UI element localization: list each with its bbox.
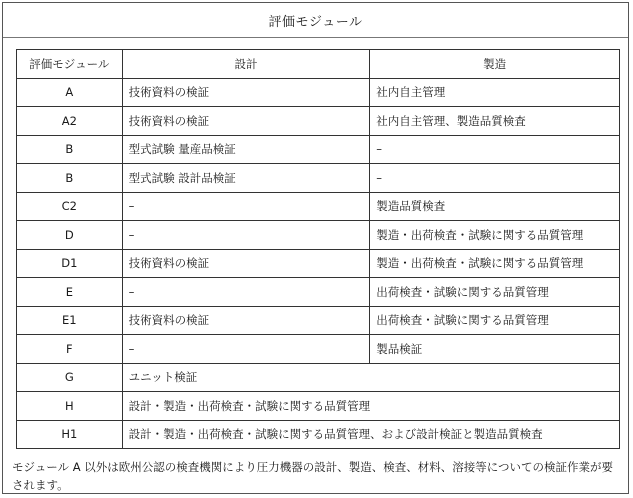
merged-cell: ユニット検証: [122, 363, 619, 392]
table-row-merged: [17, 420, 620, 449]
module-cell: H: [17, 392, 123, 421]
merged-cell: 設計・製造・出荷検査・試験に関する品質管理、および設計検証と製造品質検査: [122, 420, 619, 449]
module-cell: G: [17, 363, 123, 392]
manufacturing-cell: 製造・出荷検査・試験に関する品質管理: [370, 249, 620, 278]
design-cell: 技術資料の検証: [122, 306, 370, 335]
table-row-merged: [17, 363, 620, 392]
header-manufacturing: 製造: [370, 50, 620, 79]
module-cell: A: [17, 78, 123, 107]
module-cell: E: [17, 278, 123, 307]
table-row: [17, 107, 620, 136]
design-cell: 技術資料の検証: [122, 107, 370, 136]
table-header-row: [17, 50, 620, 79]
design-cell: –: [122, 278, 370, 307]
manufacturing-cell: 出荷検査・試験に関する品質管理: [370, 306, 620, 335]
table-row: [17, 164, 620, 193]
page-title: 評価モジュール: [3, 3, 628, 38]
module-cell: C2: [17, 192, 123, 221]
module-cell: H1: [17, 420, 123, 449]
manufacturing-cell: –: [370, 135, 620, 164]
table-row: [17, 335, 620, 364]
manufacturing-cell: –: [370, 164, 620, 193]
table-row: [17, 192, 620, 221]
design-cell: 型式試験 設計品検証: [122, 164, 370, 193]
design-cell: 技術資料の検証: [122, 249, 370, 278]
manufacturing-cell: 製造品質検査: [370, 192, 620, 221]
module-cell: D: [17, 221, 123, 250]
manufacturing-cell: 製品検証: [370, 335, 620, 364]
header-design: 設計: [122, 50, 370, 79]
table-row: [17, 249, 620, 278]
design-cell: 型式試験 量産品検証: [122, 135, 370, 164]
design-cell: –: [122, 192, 370, 221]
table-row: [17, 135, 620, 164]
manufacturing-cell: 社内自主管理、製造品質検査: [370, 107, 620, 136]
module-table-frame: [2, 2, 629, 494]
table-row: [17, 78, 620, 107]
table-row: [17, 221, 620, 250]
table-row-merged: [17, 392, 620, 421]
module-cell: B: [17, 135, 123, 164]
header-module: 評価モジュール: [17, 50, 123, 79]
design-cell: 技術資料の検証: [122, 78, 370, 107]
table-row: [17, 306, 620, 335]
manufacturing-cell: 製造・出荷検査・試験に関する品質管理: [370, 221, 620, 250]
design-cell: –: [122, 335, 370, 364]
table-row: [17, 278, 620, 307]
module-cell: F: [17, 335, 123, 364]
footnote: モジュール A 以外は欧州公認の検査機関により圧力機器の設計、製造、検査、材料、溶接等についての検証作業が要されます。: [12, 460, 613, 492]
module-cell: A2: [17, 107, 123, 136]
manufacturing-cell: 社内自主管理: [370, 78, 620, 107]
design-cell: –: [122, 221, 370, 250]
merged-cell: 設計・製造・出荷検査・試験に関する品質管理: [122, 392, 619, 421]
manufacturing-cell: 出荷検査・試験に関する品質管理: [370, 278, 620, 307]
evaluation-module-table: [16, 49, 620, 449]
module-cell: B: [17, 164, 123, 193]
module-cell: E1: [17, 306, 123, 335]
module-cell: D1: [17, 249, 123, 278]
